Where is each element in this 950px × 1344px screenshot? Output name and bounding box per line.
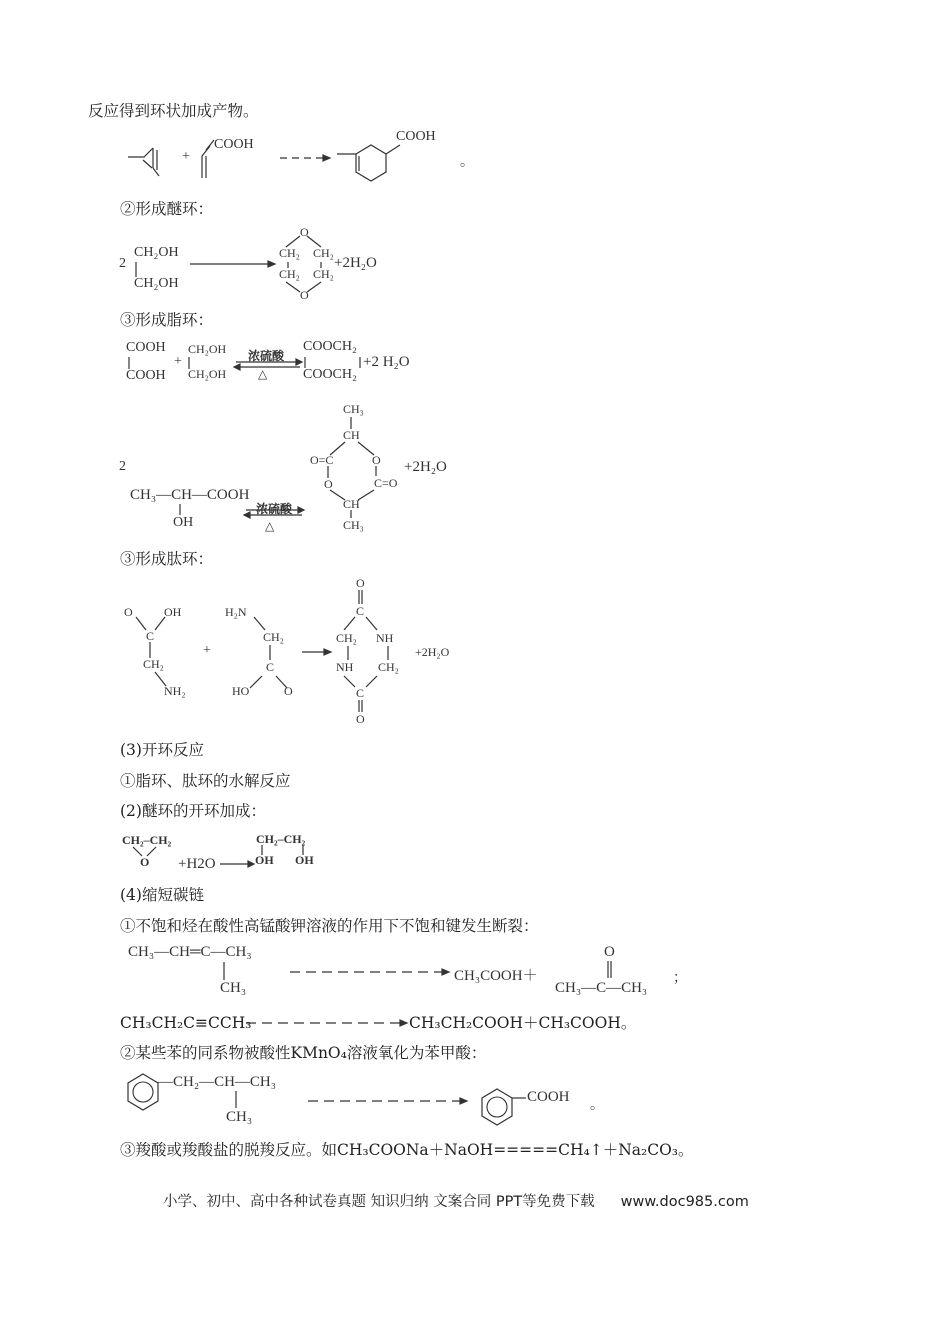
- product-cooh: COOH: [396, 129, 436, 144]
- benzene-side-chain: —CH₂—CH—CH₃: [158, 1074, 276, 1090]
- ether-ch2-1: CH₂: [279, 246, 300, 260]
- ring-co-right: C=O: [374, 476, 398, 490]
- gly2-c: C: [266, 660, 275, 674]
- lactide-water: +2H₂O: [404, 459, 447, 475]
- gly1-c: C: [146, 629, 155, 643]
- diol-oh-right: OH: [295, 853, 314, 867]
- dkp-o-top: O: [356, 576, 365, 590]
- period: 。: [460, 155, 474, 170]
- epoxide-o: O: [140, 855, 150, 869]
- ether-o-bottom: O: [300, 288, 309, 302]
- dkp-c-top: C: [356, 604, 365, 618]
- epoxide-top: CH₂–CH₂: [122, 833, 172, 847]
- ether-water: +2H₂O: [334, 255, 377, 271]
- gly2-ho: HO: [232, 684, 250, 698]
- text-line-8: (4)缩短碳链: [120, 886, 204, 904]
- acrylic-cooh: COOH: [214, 137, 254, 152]
- alkyne-formula: CH₃CH₂C≡CCH₃: [120, 1014, 252, 1032]
- benzoic-cooh: COOH: [527, 1089, 570, 1105]
- peptide-water: +2H₂O: [415, 645, 450, 659]
- lactide-coefficient: 2: [119, 459, 126, 474]
- dkp-ch2-right: CH₂: [378, 660, 399, 674]
- ch2oh-bottom: CH₂OH: [134, 276, 179, 291]
- gly1-oh: OH: [164, 605, 182, 619]
- benzene-side-ch3: CH₃: [226, 1109, 253, 1125]
- lactic-acid-chain: CH₃—CH—COOH: [130, 487, 250, 503]
- ring-co-left: O=C: [310, 453, 334, 467]
- lactide-catalyst: 浓硫酸: [256, 502, 293, 516]
- acetic-acid-plus: CH₃COOH＋: [454, 968, 538, 984]
- text-line-9: ①不饱和烃在酸性高锰酸钾溶液的作用下不饱和键发生断裂：: [120, 917, 539, 935]
- catalyst-label: 浓硫酸: [248, 349, 285, 363]
- plus-sign: +: [182, 149, 190, 164]
- dkp-nh-right: NH: [376, 631, 394, 645]
- lactic-oh: OH: [173, 515, 194, 530]
- acetone-formula: CH₃—C—CH₃: [555, 980, 648, 996]
- ring-ch-bottom: CH: [343, 497, 360, 511]
- dkp-c-bottom: C: [356, 686, 365, 700]
- plus: +: [174, 354, 182, 369]
- ester-water: +2 H₂O: [363, 354, 410, 370]
- dkp-nh-left: NH: [336, 660, 354, 674]
- diol-top: CH₂–CH₂: [256, 832, 306, 846]
- alkene-sub-ch3: CH₃: [220, 980, 247, 996]
- oxalic-cooh-top: COOH: [126, 340, 166, 355]
- glycol-bottom: CH₂OH: [188, 367, 227, 381]
- text-line-7: (2)醚环的开环加成：: [120, 802, 266, 820]
- text-line-6: ①脂环、肽环的水解反应: [120, 772, 291, 790]
- footer-site[interactable]: www.doc985.com: [620, 1194, 749, 1210]
- ch2oh-top: CH₂OH: [134, 245, 179, 260]
- heat-symbol: △: [258, 367, 268, 381]
- gly2-ch2: CH₂: [263, 630, 284, 644]
- benzene-period: 。: [590, 1098, 604, 1113]
- epoxide-water: +H2O: [178, 856, 216, 872]
- diol-oh-left: OH: [255, 853, 274, 867]
- gly1-nh2: NH₂: [164, 684, 186, 698]
- text-line-3: ③形成脂环：: [120, 311, 214, 329]
- peptide-plus: +: [203, 643, 211, 658]
- acetone-o: O: [604, 944, 615, 960]
- ether-o-top: O: [300, 225, 309, 239]
- text-line-11: ③羧酸或羧酸盐的脱羧反应。如CH₃COONa＋NaOH=====CH₄↑＋Na₂CO₃。: [120, 1141, 694, 1159]
- cooch2-bottom: COOCH₂: [303, 367, 357, 382]
- text-line-10: ②某些苯的同系物被酸性KMnO₄溶液氧化为苯甲酸：: [120, 1044, 487, 1062]
- ring-ch3-top: CH₃: [343, 402, 364, 416]
- ring-o-right: O: [372, 453, 381, 467]
- glycol-top: CH₂OH: [188, 342, 227, 356]
- ring-ch-top: CH: [343, 428, 360, 442]
- oxalic-cooh-bottom: COOH: [126, 368, 166, 383]
- cooch2-top: COOCH₂: [303, 339, 357, 354]
- alkene-formula: CH₃—CH═C—CH₃: [128, 944, 252, 960]
- text-line-1: 反应得到环状加成产物。: [88, 102, 259, 120]
- gly2-h2n: H₂N: [225, 605, 247, 619]
- ether-ch2-2: CH₂: [313, 246, 334, 260]
- alkyne-products: CH₃CH₂COOH＋CH₃COOH。: [409, 1014, 637, 1032]
- gly1-o: O: [124, 605, 133, 619]
- text-line-4: ③形成肽环：: [120, 550, 214, 568]
- coefficient: 2: [119, 256, 126, 271]
- semicolon: ；: [673, 971, 687, 986]
- dkp-o-bottom: O: [356, 712, 365, 726]
- gly2-o: O: [284, 684, 293, 698]
- text-line-5: (3)开环反应: [120, 741, 204, 759]
- footer-text: 小学、初中、高中各种试卷真题 知识归纳 文案合同 PPT等免费下载: [163, 1194, 595, 1210]
- text-line-2: ②形成醚环：: [120, 200, 214, 218]
- dkp-ch2-left: CH₂: [336, 631, 357, 645]
- lactide-heat: △: [265, 519, 275, 533]
- page-footer: [163, 1190, 749, 1211]
- ring-o-left: O: [324, 477, 333, 491]
- ether-ch2-3: CH₂: [279, 267, 300, 281]
- ether-ch2-4: CH₂: [313, 267, 334, 281]
- gly1-ch2: CH₂: [143, 657, 164, 671]
- ring-ch3-bottom: CH₃: [343, 518, 364, 532]
